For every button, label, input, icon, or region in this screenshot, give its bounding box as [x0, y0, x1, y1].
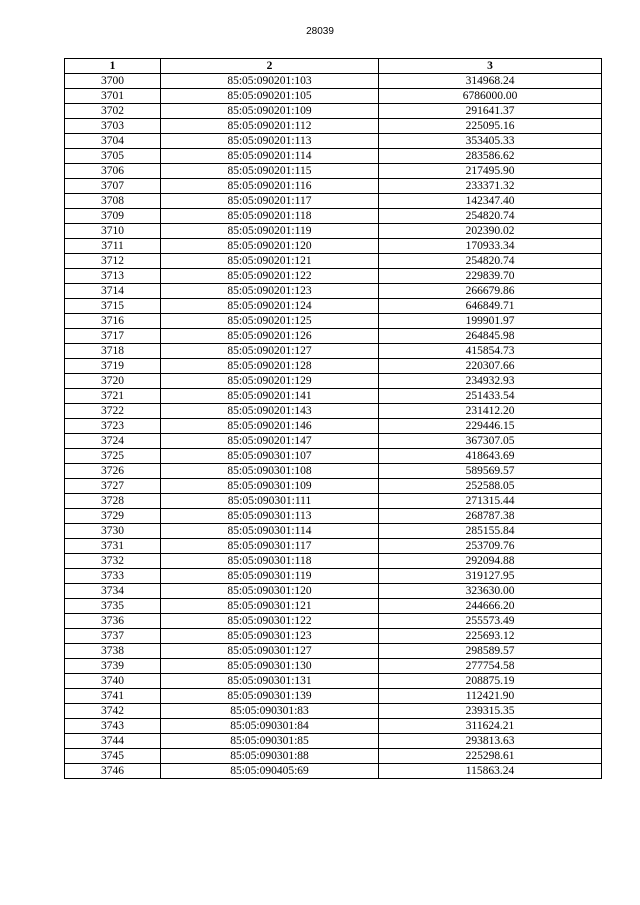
- row-number-cell: 3723: [65, 419, 161, 434]
- table-row: [65, 749, 602, 764]
- row-number-cell: 3742: [65, 704, 161, 719]
- value-cell: 415854.73: [379, 344, 602, 359]
- value-cell: 353405.33: [379, 134, 602, 149]
- value-cell: 418643.69: [379, 449, 602, 464]
- table-row: [65, 89, 602, 104]
- table-row: [65, 614, 602, 629]
- table-row: [65, 569, 602, 584]
- value-cell: 646849.71: [379, 299, 602, 314]
- value-cell: 252588.05: [379, 479, 602, 494]
- table-row: [65, 524, 602, 539]
- value-cell: 277754.58: [379, 659, 602, 674]
- cadastral-number-cell: 85:05:090301:127: [161, 644, 379, 659]
- table-row: [65, 104, 602, 119]
- row-number-cell: 3741: [65, 689, 161, 704]
- row-number-cell: 3725: [65, 449, 161, 464]
- table-row: [65, 179, 602, 194]
- cadastral-number-cell: 85:05:090301:123: [161, 629, 379, 644]
- cadastral-number-cell: 85:05:090301:139: [161, 689, 379, 704]
- cadastral-number-cell: 85:05:090301:130: [161, 659, 379, 674]
- cadastral-number-cell: 85:05:090301:131: [161, 674, 379, 689]
- cadastral-number-cell: 85:05:090201:126: [161, 329, 379, 344]
- value-cell: 266679.86: [379, 284, 602, 299]
- table-row: [65, 194, 602, 209]
- table-row: [65, 74, 602, 89]
- cadastral-number-cell: 85:05:090301:114: [161, 524, 379, 539]
- table-row: [65, 629, 602, 644]
- row-number-cell: 3746: [65, 764, 161, 779]
- table-row: [65, 149, 602, 164]
- row-number-cell: 3735: [65, 599, 161, 614]
- value-cell: 311624.21: [379, 719, 602, 734]
- table-row: [65, 404, 602, 419]
- value-cell: 225298.61: [379, 749, 602, 764]
- cadastral-number-cell: 85:05:090301:107: [161, 449, 379, 464]
- value-cell: 254820.74: [379, 254, 602, 269]
- table-row: [65, 434, 602, 449]
- row-number-cell: 3712: [65, 254, 161, 269]
- cadastral-number-cell: 85:05:090201:141: [161, 389, 379, 404]
- table-row: [65, 509, 602, 524]
- row-number-cell: 3714: [65, 284, 161, 299]
- table-row: [65, 464, 602, 479]
- value-cell: 271315.44: [379, 494, 602, 509]
- value-cell: 112421.90: [379, 689, 602, 704]
- table-row: [65, 239, 602, 254]
- cadastral-number-cell: 85:05:090301:109: [161, 479, 379, 494]
- value-cell: 291641.37: [379, 104, 602, 119]
- row-number-cell: 3701: [65, 89, 161, 104]
- value-cell: 239315.35: [379, 704, 602, 719]
- value-cell: 234932.93: [379, 374, 602, 389]
- table-row: [65, 674, 602, 689]
- cadastral-number-cell: 85:05:090301:108: [161, 464, 379, 479]
- value-cell: 244666.20: [379, 599, 602, 614]
- cadastral-number-cell: 85:05:090301:119: [161, 569, 379, 584]
- table-row: [65, 329, 602, 344]
- cadastral-number-cell: 85:05:090201:119: [161, 224, 379, 239]
- row-number-cell: 3724: [65, 434, 161, 449]
- table-row: [65, 359, 602, 374]
- value-cell: 268787.38: [379, 509, 602, 524]
- table-row: [65, 254, 602, 269]
- row-number-cell: 3710: [65, 224, 161, 239]
- cadastral-number-cell: 85:05:090301:83: [161, 704, 379, 719]
- value-cell: 231412.20: [379, 404, 602, 419]
- cadastral-number-cell: 85:05:090201:121: [161, 254, 379, 269]
- cadastral-number-cell: 85:05:090201:143: [161, 404, 379, 419]
- cadastral-number-cell: 85:05:090201:109: [161, 104, 379, 119]
- cadastral-number-cell: 85:05:090201:116: [161, 179, 379, 194]
- table-row: [65, 269, 602, 284]
- row-number-cell: 3708: [65, 194, 161, 209]
- row-number-cell: 3719: [65, 359, 161, 374]
- row-number-cell: 3744: [65, 734, 161, 749]
- value-cell: 233371.32: [379, 179, 602, 194]
- table-row: [65, 704, 602, 719]
- cadastral-number-cell: 85:05:090301:121: [161, 599, 379, 614]
- value-cell: 251433.54: [379, 389, 602, 404]
- row-number-cell: 3721: [65, 389, 161, 404]
- value-cell: 264845.98: [379, 329, 602, 344]
- cadastral-number-cell: 85:05:090201:127: [161, 344, 379, 359]
- row-number-cell: 3734: [65, 584, 161, 599]
- table-row: [65, 449, 602, 464]
- row-number-cell: 3700: [65, 74, 161, 89]
- table-row: [65, 599, 602, 614]
- value-cell: 229446.15: [379, 419, 602, 434]
- table-row: [65, 764, 602, 779]
- row-number-cell: 3705: [65, 149, 161, 164]
- row-number-cell: 3726: [65, 464, 161, 479]
- row-number-cell: 3707: [65, 179, 161, 194]
- table-row: [65, 689, 602, 704]
- value-cell: 217495.90: [379, 164, 602, 179]
- row-number-cell: 3729: [65, 509, 161, 524]
- cadastral-number-cell: 85:05:090201:118: [161, 209, 379, 224]
- table-row: [65, 539, 602, 554]
- value-cell: 202390.02: [379, 224, 602, 239]
- table-row: [65, 119, 602, 134]
- value-cell: 229839.70: [379, 269, 602, 284]
- cadastral-number-cell: 85:05:090201:112: [161, 119, 379, 134]
- row-number-cell: 3722: [65, 404, 161, 419]
- cadastral-number-cell: 85:05:090201:146: [161, 419, 379, 434]
- value-cell: 323630.00: [379, 584, 602, 599]
- cadastral-number-cell: 85:05:090201:128: [161, 359, 379, 374]
- cadastral-number-cell: 85:05:090405:69: [161, 764, 379, 779]
- table-row: [65, 314, 602, 329]
- cadastral-number-cell: 85:05:090301:84: [161, 719, 379, 734]
- column-header-1: 1: [65, 59, 161, 74]
- value-cell: 298589.57: [379, 644, 602, 659]
- table-row: [65, 554, 602, 569]
- value-cell: 225693.12: [379, 629, 602, 644]
- cadastral-number-cell: 85:05:090201:113: [161, 134, 379, 149]
- row-number-cell: 3702: [65, 104, 161, 119]
- row-number-cell: 3704: [65, 134, 161, 149]
- value-cell: 589569.57: [379, 464, 602, 479]
- value-cell: 292094.88: [379, 554, 602, 569]
- row-number-cell: 3733: [65, 569, 161, 584]
- cadastral-number-cell: 85:05:090201:117: [161, 194, 379, 209]
- table-row: [65, 644, 602, 659]
- cadastral-number-cell: 85:05:090301:122: [161, 614, 379, 629]
- value-cell: 170933.34: [379, 239, 602, 254]
- row-number-cell: 3745: [65, 749, 161, 764]
- value-cell: 293813.63: [379, 734, 602, 749]
- table-row: [65, 284, 602, 299]
- table-row: [65, 299, 602, 314]
- cadastral-number-cell: 85:05:090201:120: [161, 239, 379, 254]
- cadastral-number-cell: 85:05:090201:115: [161, 164, 379, 179]
- value-cell: 254820.74: [379, 209, 602, 224]
- value-cell: 253709.76: [379, 539, 602, 554]
- row-number-cell: 3720: [65, 374, 161, 389]
- table-row: [65, 389, 602, 404]
- table-row: [65, 344, 602, 359]
- cadastral-number-cell: 85:05:090201:105: [161, 89, 379, 104]
- row-number-cell: 3717: [65, 329, 161, 344]
- row-number-cell: 3706: [65, 164, 161, 179]
- cadastral-number-cell: 85:05:090201:123: [161, 284, 379, 299]
- row-number-cell: 3727: [65, 479, 161, 494]
- cadastral-number-cell: 85:05:090301:113: [161, 509, 379, 524]
- cadastral-number-cell: 85:05:090201:129: [161, 374, 379, 389]
- value-cell: 115863.24: [379, 764, 602, 779]
- value-cell: 283586.62: [379, 149, 602, 164]
- table-row: [65, 209, 602, 224]
- row-number-cell: 3740: [65, 674, 161, 689]
- table-row: [65, 374, 602, 389]
- row-number-cell: 3731: [65, 539, 161, 554]
- table-row: [65, 734, 602, 749]
- value-cell: 319127.95: [379, 569, 602, 584]
- value-cell: 367307.05: [379, 434, 602, 449]
- row-number-cell: 3732: [65, 554, 161, 569]
- table-row: [65, 164, 602, 179]
- row-number-cell: 3716: [65, 314, 161, 329]
- cadastral-number-cell: 85:05:090201:125: [161, 314, 379, 329]
- cadastral-number-cell: 85:05:090201:124: [161, 299, 379, 314]
- row-number-cell: 3728: [65, 494, 161, 509]
- column-header-2: 2: [161, 59, 379, 74]
- row-number-cell: 3743: [65, 719, 161, 734]
- row-number-cell: 3739: [65, 659, 161, 674]
- cadastral-number-cell: 85:05:090301:117: [161, 539, 379, 554]
- cadastral-number-cell: 85:05:090301:120: [161, 584, 379, 599]
- cadastral-number-cell: 85:05:090301:88: [161, 749, 379, 764]
- cadastral-number-cell: 85:05:090201:147: [161, 434, 379, 449]
- table-row: [65, 584, 602, 599]
- row-number-cell: 3737: [65, 629, 161, 644]
- value-cell: 225095.16: [379, 119, 602, 134]
- table-row: [65, 479, 602, 494]
- row-number-cell: 3713: [65, 269, 161, 284]
- table-row: [65, 494, 602, 509]
- row-number-cell: 3718: [65, 344, 161, 359]
- table-row: [65, 719, 602, 734]
- column-header-3: 3: [379, 59, 602, 74]
- row-number-cell: 3715: [65, 299, 161, 314]
- page-number: 28039: [306, 26, 334, 37]
- data-table: [64, 58, 602, 779]
- value-cell: 199901.97: [379, 314, 602, 329]
- row-number-cell: 3711: [65, 239, 161, 254]
- value-cell: 142347.40: [379, 194, 602, 209]
- value-cell: 285155.84: [379, 524, 602, 539]
- value-cell: 6786000.00: [379, 89, 602, 104]
- cadastral-number-cell: 85:05:090201:122: [161, 269, 379, 284]
- cadastral-number-cell: 85:05:090301:111: [161, 494, 379, 509]
- row-number-cell: 3730: [65, 524, 161, 539]
- row-number-cell: 3709: [65, 209, 161, 224]
- row-number-cell: 3736: [65, 614, 161, 629]
- table-row: [65, 419, 602, 434]
- table-body: [65, 74, 602, 779]
- table-row: [65, 134, 602, 149]
- cadastral-number-cell: 85:05:090301:85: [161, 734, 379, 749]
- table-header-row: [65, 59, 602, 74]
- value-cell: 208875.19: [379, 674, 602, 689]
- cadastral-number-cell: 85:05:090301:118: [161, 554, 379, 569]
- table-row: [65, 224, 602, 239]
- cadastral-number-cell: 85:05:090201:114: [161, 149, 379, 164]
- value-cell: 220307.66: [379, 359, 602, 374]
- cadastral-number-cell: 85:05:090201:103: [161, 74, 379, 89]
- table-row: [65, 659, 602, 674]
- row-number-cell: 3703: [65, 119, 161, 134]
- row-number-cell: 3738: [65, 644, 161, 659]
- value-cell: 255573.49: [379, 614, 602, 629]
- value-cell: 314968.24: [379, 74, 602, 89]
